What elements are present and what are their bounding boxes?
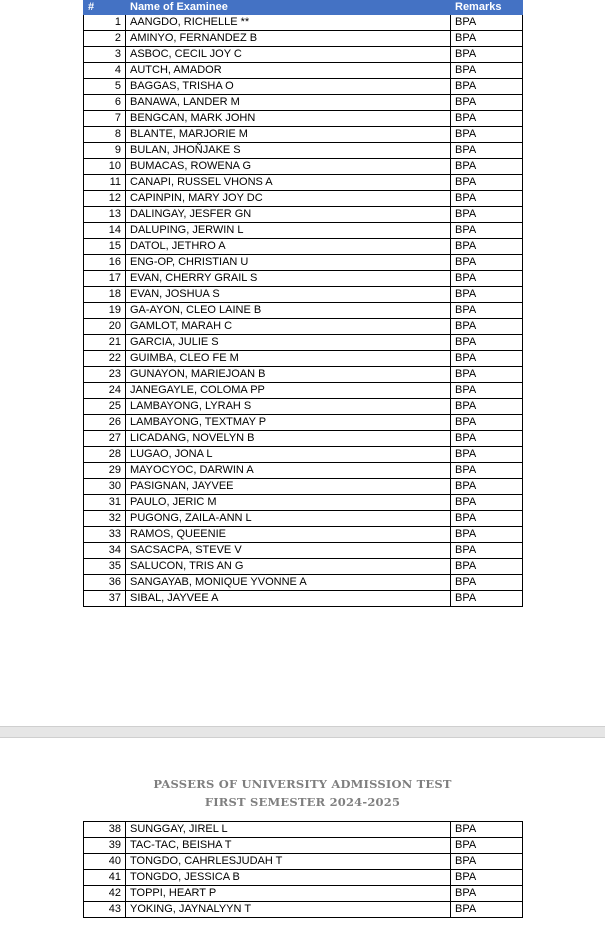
remarks-cell: BPA (451, 886, 523, 902)
remarks-cell: BPA (451, 559, 523, 575)
examinee-table-page1 (83, 0, 523, 607)
row-number: 10 (84, 159, 126, 175)
examinee-name: PASIGNAN, JAYVEE (126, 479, 451, 495)
row-number: 1 (84, 15, 126, 31)
table-row (84, 367, 523, 383)
examinee-name: GA-AYON, CLEO LAINE B (126, 303, 451, 319)
remarks-cell: BPA (451, 383, 523, 399)
table-row (84, 15, 523, 31)
section-subtitle: FIRST SEMESTER 2024-2025 (204, 795, 401, 809)
row-number: 23 (84, 367, 126, 383)
remarks-cell: BPA (451, 575, 523, 591)
remarks-cell: BPA (451, 367, 523, 383)
row-number: 41 (84, 870, 126, 886)
page-break-separator (0, 726, 605, 738)
examinee-table-page2 (83, 821, 523, 918)
remarks-cell: BPA (451, 175, 523, 191)
remarks-cell: BPA (451, 838, 523, 854)
table-row (84, 335, 523, 351)
row-number: 40 (84, 854, 126, 870)
examinee-name: BUMACAS, ROWENA G (126, 159, 451, 175)
row-number: 9 (84, 143, 126, 159)
examinee-name: DALINGAY, JESFER GN (126, 207, 451, 223)
header-name: Name of Examinee (126, 1, 451, 15)
remarks-cell: BPA (451, 79, 523, 95)
row-number: 12 (84, 191, 126, 207)
remarks-cell: BPA (451, 527, 523, 543)
examinee-name: YOKING, JAYNALYYN T (126, 902, 451, 918)
examinee-name: AUTCH, AMADOR (126, 63, 451, 79)
table-row (84, 822, 523, 838)
table-row (84, 479, 523, 495)
table-row (84, 527, 523, 543)
row-number: 42 (84, 886, 126, 902)
row-number: 27 (84, 431, 126, 447)
table-row (84, 47, 523, 63)
table-row (84, 431, 523, 447)
table-row (84, 31, 523, 47)
row-number: 15 (84, 239, 126, 255)
examinee-name: ASBOC, CECIL JOY C (126, 47, 451, 63)
remarks-cell: BPA (451, 854, 523, 870)
row-number: 3 (84, 47, 126, 63)
remarks-cell: BPA (451, 143, 523, 159)
remarks-cell: BPA (451, 63, 523, 79)
remarks-cell: BPA (451, 591, 523, 607)
remarks-cell: BPA (451, 399, 523, 415)
examinee-name: EVAN, JOSHUA S (126, 287, 451, 303)
remarks-cell: BPA (451, 223, 523, 239)
table-row (84, 319, 523, 335)
examinee-name: SIBAL, JAYVEE A (126, 591, 451, 607)
examinee-name: AMINYO, FERNANDEZ B (126, 31, 451, 47)
remarks-cell: BPA (451, 902, 523, 918)
examinee-name: TONGDO, JESSICA B (126, 870, 451, 886)
remarks-cell: BPA (451, 191, 523, 207)
row-number: 26 (84, 415, 126, 431)
table-row (84, 175, 523, 191)
row-number: 38 (84, 822, 126, 838)
examinee-name: JANEGAYLE, COLOMA PP (126, 383, 451, 399)
remarks-cell: BPA (451, 351, 523, 367)
row-number: 36 (84, 575, 126, 591)
table-row (84, 351, 523, 367)
table-row (84, 143, 523, 159)
examinee-name: TOPPI, HEART P (126, 886, 451, 902)
examinee-name: LUGAO, JONA L (126, 447, 451, 463)
examinee-name: CANAPI, RUSSEL VHONS A (126, 175, 451, 191)
row-number: 18 (84, 287, 126, 303)
examinee-name: RAMOS, QUEENIE (126, 527, 451, 543)
table-row (84, 223, 523, 239)
table-row (84, 447, 523, 463)
remarks-cell: BPA (451, 159, 523, 175)
row-number: 11 (84, 175, 126, 191)
examinee-name: ENG-OP, CHRISTIAN U (126, 255, 451, 271)
remarks-cell: BPA (451, 822, 523, 838)
examinee-name: EVAN, CHERRY GRAIL S (126, 271, 451, 287)
remarks-cell: BPA (451, 870, 523, 886)
examinee-name: GARCIA, JULIE S (126, 335, 451, 351)
row-number: 14 (84, 223, 126, 239)
remarks-cell: BPA (451, 543, 523, 559)
examinee-name: BAGGAS, TRISHA O (126, 79, 451, 95)
remarks-cell: BPA (451, 15, 523, 31)
table-row (84, 303, 523, 319)
remarks-cell: BPA (451, 271, 523, 287)
table-row (84, 902, 523, 918)
table-row (84, 870, 523, 886)
remarks-cell: BPA (451, 431, 523, 447)
table-row (84, 591, 523, 607)
table-row (84, 271, 523, 287)
table-row (84, 838, 523, 854)
examinee-name: BLANTE, MARJORIE M (126, 127, 451, 143)
row-number: 25 (84, 399, 126, 415)
header-remarks: Remarks (451, 1, 523, 15)
section-title: PASSERS OF UNIVERSITY ADMISSION TEST (153, 777, 452, 791)
table-row (84, 79, 523, 95)
examinee-name: SACSACPA, STEVE V (126, 543, 451, 559)
examinee-name: CAPINPIN, MARY JOY DC (126, 191, 451, 207)
examinee-name: SALUCON, TRIS AN G (126, 559, 451, 575)
row-number: 24 (84, 383, 126, 399)
row-number: 33 (84, 527, 126, 543)
remarks-cell: BPA (451, 239, 523, 255)
row-number: 32 (84, 511, 126, 527)
table-header-row (84, 1, 523, 15)
table-row (84, 287, 523, 303)
table-row (84, 239, 523, 255)
remarks-cell: BPA (451, 495, 523, 511)
remarks-cell: BPA (451, 287, 523, 303)
remarks-cell: BPA (451, 511, 523, 527)
row-number: 5 (84, 79, 126, 95)
remarks-cell: BPA (451, 111, 523, 127)
table-row (84, 127, 523, 143)
examinee-name: TONGDO, CAHRLESJUDAH T (126, 854, 451, 870)
examinee-name: LAMBAYONG, TEXTMAY P (126, 415, 451, 431)
table-row (84, 383, 523, 399)
row-number: 35 (84, 559, 126, 575)
table-row (84, 575, 523, 591)
table-row (84, 886, 523, 902)
remarks-cell: BPA (451, 319, 523, 335)
examinee-name: AANGDO, RICHELLE ** (126, 15, 451, 31)
examinee-name: GUIMBA, CLEO FE M (126, 351, 451, 367)
remarks-cell: BPA (451, 335, 523, 351)
remarks-cell: BPA (451, 303, 523, 319)
table-row (84, 111, 523, 127)
row-number: 29 (84, 463, 126, 479)
remarks-cell: BPA (451, 463, 523, 479)
row-number: 8 (84, 127, 126, 143)
row-number: 2 (84, 31, 126, 47)
examinee-name: LICADANG, NOVELYN B (126, 431, 451, 447)
row-number: 28 (84, 447, 126, 463)
row-number: 39 (84, 838, 126, 854)
row-number: 7 (84, 111, 126, 127)
table-row (84, 95, 523, 111)
examinee-name: DALUPING, JERWIN L (126, 223, 451, 239)
examinee-name: GUNAYON, MARIEJOAN B (126, 367, 451, 383)
table-row (84, 543, 523, 559)
table-row (84, 207, 523, 223)
remarks-cell: BPA (451, 95, 523, 111)
remarks-cell: BPA (451, 447, 523, 463)
examinee-name: LAMBAYONG, LYRAH S (126, 399, 451, 415)
header-number: # (84, 1, 126, 15)
remarks-cell: BPA (451, 479, 523, 495)
examinee-name: PUGONG, ZAILA-ANN L (126, 511, 451, 527)
row-number: 22 (84, 351, 126, 367)
remarks-cell: BPA (451, 127, 523, 143)
remarks-cell: BPA (451, 207, 523, 223)
row-number: 17 (84, 271, 126, 287)
examinee-name: TAC-TAC, BEISHA T (126, 838, 451, 854)
table-row (84, 495, 523, 511)
table-row (84, 63, 523, 79)
row-number: 6 (84, 95, 126, 111)
examinee-name: PAULO, JERIC M (126, 495, 451, 511)
examinee-name: GAMLOT, MARAH C (126, 319, 451, 335)
row-number: 19 (84, 303, 126, 319)
examinee-name: SUNGGAY, JIREL L (126, 822, 451, 838)
row-number: 4 (84, 63, 126, 79)
row-number: 16 (84, 255, 126, 271)
row-number: 21 (84, 335, 126, 351)
row-number: 13 (84, 207, 126, 223)
row-number: 30 (84, 479, 126, 495)
table-row (84, 191, 523, 207)
row-number: 20 (84, 319, 126, 335)
examinee-name: BANAWA, LANDER M (126, 95, 451, 111)
table-row (84, 511, 523, 527)
examinee-name: MAYOCYOC, DARWIN A (126, 463, 451, 479)
table-row (84, 854, 523, 870)
table-row (84, 399, 523, 415)
table-row (84, 559, 523, 575)
examinee-name: BENGCAN, MARK JOHN (126, 111, 451, 127)
remarks-cell: BPA (451, 415, 523, 431)
remarks-cell: BPA (451, 255, 523, 271)
remarks-cell: BPA (451, 47, 523, 63)
row-number: 31 (84, 495, 126, 511)
examinee-name: SANGAYAB, MONIQUE YVONNE A (126, 575, 451, 591)
row-number: 43 (84, 902, 126, 918)
examinee-name: DATOL, JETHRO A (126, 239, 451, 255)
examinee-name: BULAN, JHOÑJAKE S (126, 143, 451, 159)
table-row (84, 415, 523, 431)
table-row (84, 463, 523, 479)
table-row (84, 159, 523, 175)
row-number: 37 (84, 591, 126, 607)
row-number: 34 (84, 543, 126, 559)
table-row (84, 255, 523, 271)
remarks-cell: BPA (451, 31, 523, 47)
